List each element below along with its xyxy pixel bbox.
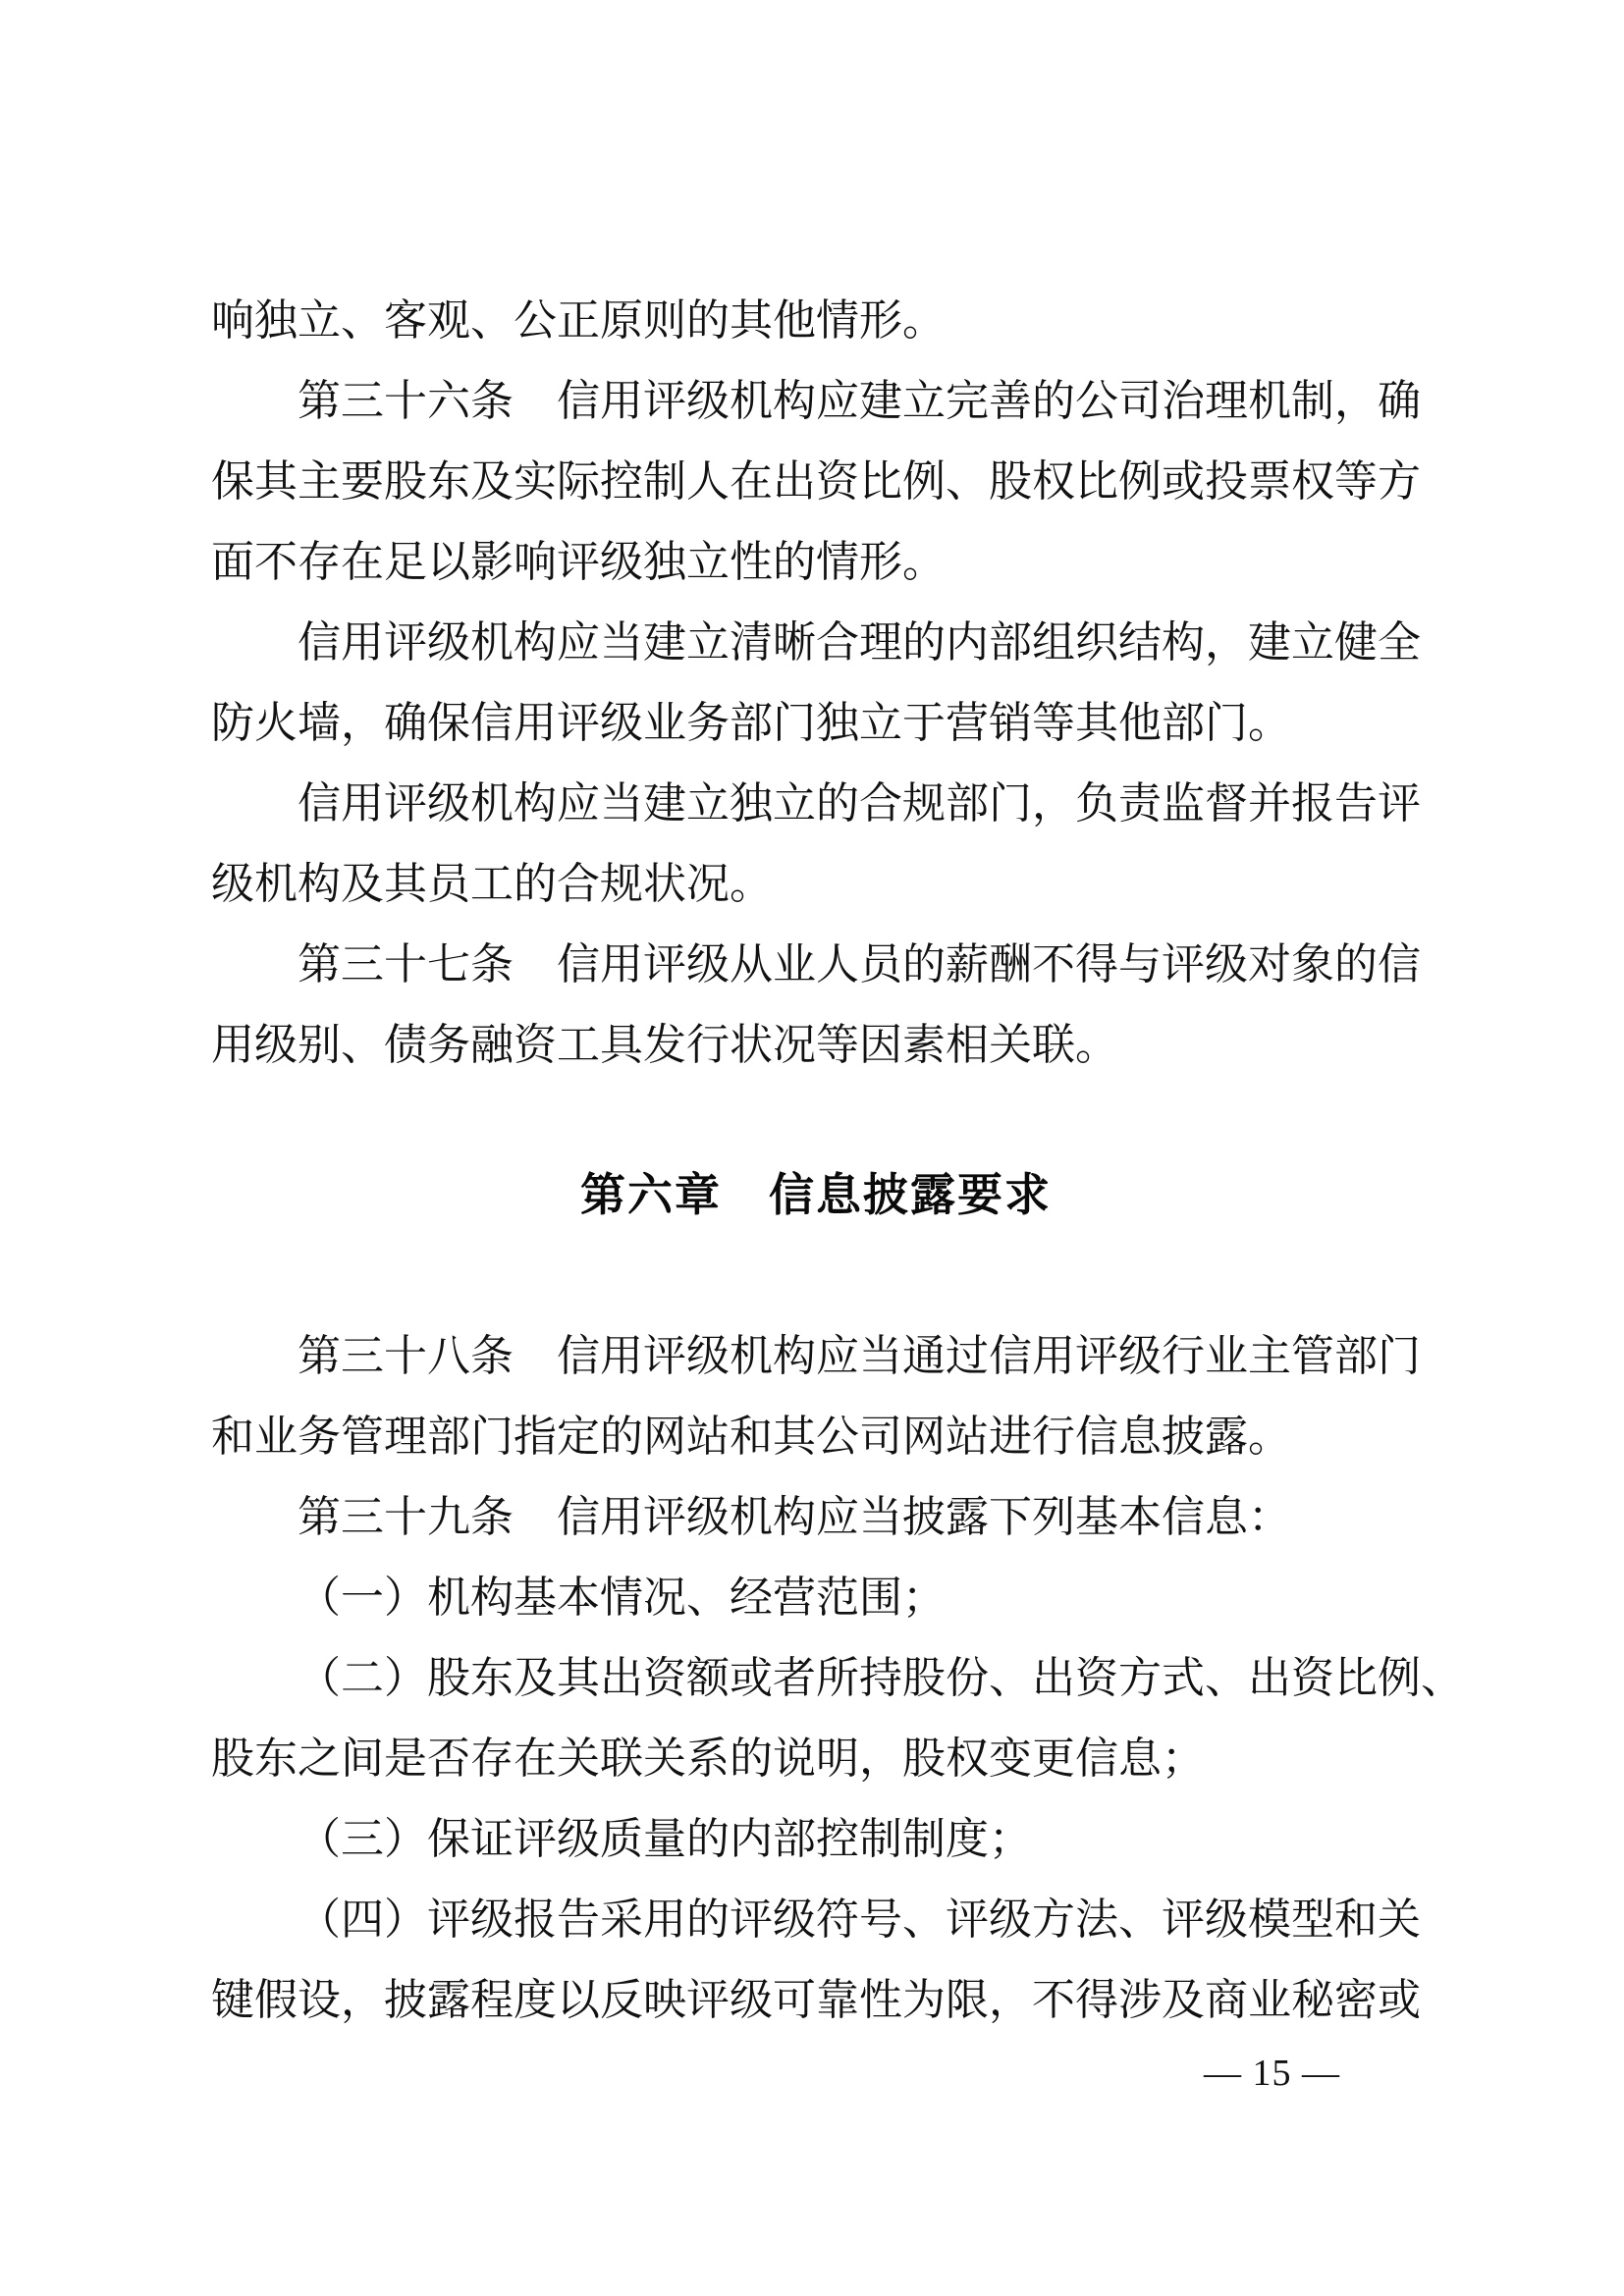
- text-line: 保其主要股东及实际控制人在出资比例、股权比例或投票权等方: [211, 457, 1421, 506]
- body-text-upper: [211, 281, 1421, 1086]
- text-line: 第三十六条 信用评级机构应建立完善的公司治理机制，确: [298, 377, 1421, 425]
- text-line: 第三十七条 信用评级从业人员的薪酬不得与评级对象的信: [298, 940, 1421, 988]
- chapter-heading: 第六章 信息披露要求: [580, 1169, 1052, 1220]
- text-line: （四）评级报告采用的评级符号、评级方法、评级模型和关: [298, 1896, 1421, 1944]
- page-number: — 15 —: [1204, 2053, 1340, 2094]
- text-line: 用级别、债务融资工具发行状况等因素相关联。: [211, 1021, 1118, 1069]
- text-line: 股东之间是否存在关联关系的说明，股权变更信息；: [211, 1735, 1205, 1783]
- text-line: （二）股东及其出资额或者所持股份、出资方式、出资比例、: [298, 1654, 1464, 1702]
- text-line: 面不存在足以影响评级独立性的情形。: [211, 538, 946, 586]
- text-line: 级机构及其员工的合规状况。: [211, 860, 773, 908]
- text-line: 信用评级机构应当建立清晰合理的内部组织结构，建立健全: [298, 618, 1421, 667]
- body-text-lower: [211, 1316, 1464, 2041]
- text-line: 第三十九条 信用评级机构应当披露下列基本信息：: [298, 1493, 1291, 1541]
- text-line: 键假设，披露程度以反映评级可靠性为限，不得涉及商业秘密或: [211, 1976, 1421, 2024]
- text-line: 和业务管理部门指定的网站和其公司网站进行信息披露。: [211, 1413, 1291, 1461]
- text-line: 防火墙，确保信用评级业务部门独立于营销等其他部门。: [211, 699, 1291, 747]
- text-line: 信用评级机构应当建立独立的合规部门，负责监督并报告评: [298, 779, 1421, 828]
- text-line: （一）机构基本情况、经营范围；: [298, 1574, 946, 1622]
- text-line: 响独立、客观、公正原则的其他情形。: [211, 296, 946, 345]
- text-line: 第三十八条 信用评级机构应当通过信用评级行业主管部门: [298, 1332, 1421, 1380]
- text-line: （三）保证评级质量的内部控制制度；: [298, 1815, 1032, 1863]
